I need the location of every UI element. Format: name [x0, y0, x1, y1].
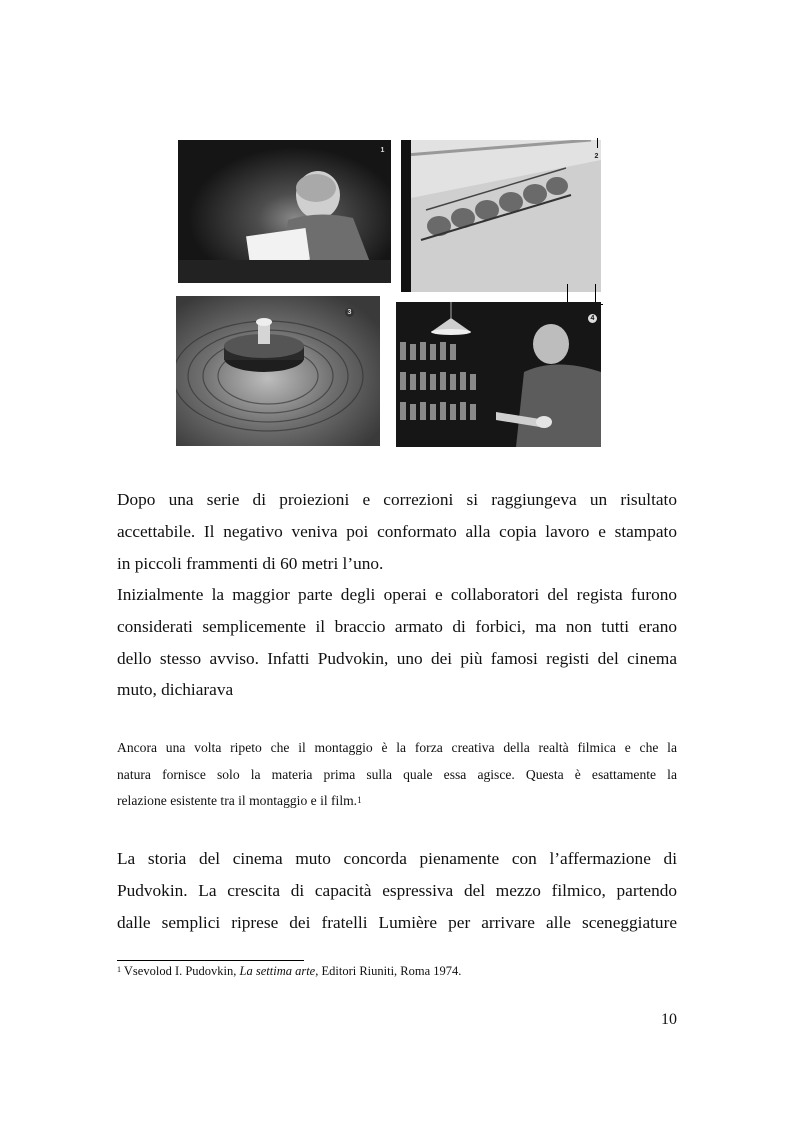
panel-number-4: 4 [588, 314, 597, 323]
block-quote [117, 735, 677, 815]
quote-line: natura fornisce solo la materia prima sulla quale essa agisce. Questa è esattamente la [117, 766, 677, 782]
footnote-book-title: La settima arte [239, 964, 316, 978]
footnote-separator [117, 960, 304, 961]
photo-editor-at-table [178, 140, 391, 283]
collage-divider-vertical [597, 138, 598, 148]
text-line: dello stesso avviso. Infatti Pudvokin, uno dei più famosi registi del cinema [117, 648, 677, 668]
footnote-text-before: Vsevolod I. Pudovkin, [123, 964, 240, 978]
photo-editor-at-shelves [396, 302, 601, 447]
panel-number-1: 1 [380, 147, 385, 154]
footnote-mark: 1 [117, 965, 121, 974]
text-line: considerati semplicemente il braccio armato di forbici, ma non tutti erano [117, 616, 677, 636]
photo-collage [175, 138, 603, 448]
collage-divider-vertical [595, 284, 596, 304]
text-line: La storia del cinema muto concorda pienamente con l’affermazione di [117, 849, 677, 868]
photo-film-strip [401, 140, 601, 292]
paragraph-3 [117, 843, 677, 938]
text-line: in piccoli frammenti di 60 metri l’uno. [117, 553, 384, 573]
text-line: muto, dichiarava [117, 680, 234, 700]
paragraph-2 [117, 579, 677, 706]
collage-divider-vertical [567, 284, 568, 304]
photo-spinning-reel [176, 296, 380, 446]
text-line: Inizialmente la maggior parte degli operai e collaboratori del regista furono [117, 585, 677, 604]
quote-line: Ancora una volta ripeto che il montaggio è la forza creativa della realtà filmica e che la [117, 740, 677, 755]
panel-number-2: 2 [594, 153, 599, 160]
panel-number-3: 3 [345, 308, 354, 317]
text-line: accettabile. Il negativo veniva poi conformato alla copia lavoro e stampato [117, 521, 677, 541]
paragraph-1 [117, 484, 677, 579]
text-line: dalle semplici riprese dei fratelli Lumière per arrivare alle sceneggiature [117, 912, 677, 932]
text-line: Pudvokin. La crescita di capacità espressiva del mezzo filmico, partendo [117, 880, 677, 900]
text-line: Dopo una serie di proiezioni e correzioni si raggiungeva un risultato [117, 490, 677, 509]
footnote-text-after: , Editori Riuniti, Roma 1974. [315, 964, 462, 978]
quote-text: relazione esistente tra il montaggio e il film. [117, 793, 358, 808]
quote-line-last [117, 788, 677, 815]
footnote [117, 964, 461, 979]
page-number: 10 [661, 1011, 677, 1028]
footnote-reference: 1 [357, 795, 362, 805]
